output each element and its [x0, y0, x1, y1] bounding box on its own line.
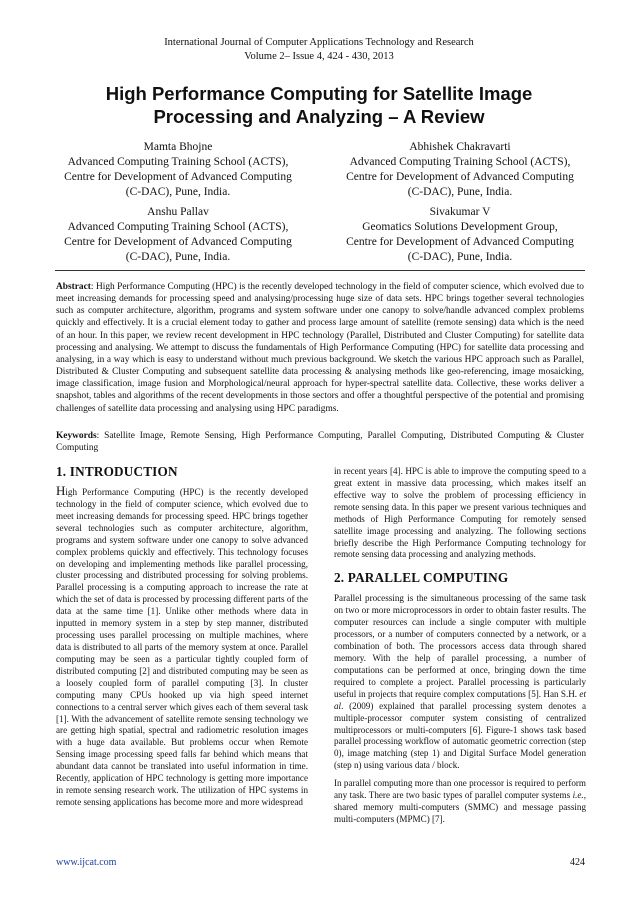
parallel-paragraph-1: Parallel processing is the simultaneous processing of the same task on two or more microprocessors in order to obtain faster results. The computer resources can include a single computer with multiple processors, or a number of computers connected by a network, or a combination of both. The processors access data through shared memory. With the help of parallel processing, a number of computations can be performed at once, bringing down the time required to complete a project. Parallel processing is particularly useful in projects that require complex computations [5]. Han S.H. et al. (2009) explained that parallel processing system denotes a multiple-processor computer system consisting of centralized multiprocessors or multi-computers [6]. Figure-1 shows task based parallel processing workflow of automatic geometric correction (step 0), image matching (step 1) and Digital Surface Model generation (step n) using various data / block. — [334, 593, 586, 771]
keywords-label: Keywords — [56, 431, 97, 441]
section-heading: 1. INTRODUCTION — [56, 464, 178, 479]
section-divider — [55, 270, 585, 271]
author-affiliation: Advanced Computing Training School (ACTS), — [349, 156, 571, 168]
journal-header — [0, 36, 638, 64]
author-affiliation: Geomatics Solutions Development Group, — [362, 221, 558, 233]
author-affiliation: Centre for Development of Advanced Computing — [64, 236, 292, 248]
parallel-paragraph-2: In parallel computing more than one processor is required to perform any task. There are two basic types of parallel computer systems i.e., shared memory multi-computers (SMMC) and message passing multi-computers (MPMC) [7]. — [334, 778, 586, 824]
author-block — [52, 205, 304, 265]
page-number: 424 — [570, 857, 585, 868]
author-affiliation: Centre for Development of Advanced Computing — [346, 171, 574, 183]
author-name: Mamta Bhojne — [143, 141, 213, 153]
footer-url-link[interactable]: www.ijcat.com — [56, 857, 117, 868]
intro-text-left: igh Performance Computing (HPC) is the recently developed technology in the field of computer science, which evolved due to meet increasing demands for processing speed. HPC brings together several technologies such as computer architecture, algorithm, programs and system software under one canopy to solve advanced complex problems quickly and effectively. This technology focuses on developing and implementing methods like parallel processing, cluster processing and distributed processing for solving problems. Parallel processing is a computing approach to increase the rate at which the set of data is processed by processing different parts of the data at the same time [1]. Unlike other methods where data in inputted in memory system in a step by step manner, distributed processing uses parallel processing on multiple machines, where data is distributed to all parts of the memory system at once. Parallel computing may be seen as a particular tightly coupled form of distributed computing [2] and distributed computing may be seen as a loosely coupled form of parallel computing [3]. In cluster computing many CPUs hooked up via high speed internet connections to a central server which gives each of them several task [1]. With the advancement of satellite remote sensing technology we are getting high spatial, spectral and radiometric resolution images with a huge data available. But problems occur when Remote Sensing image processing speed falls far behind which means that abundant data cannot be translated into useful information in time. Recently, application of HPC technology is getting more importance in remote sensing research work. The utilization of HPC systems in remote sensing applications has become more and more widespread — [56, 487, 308, 807]
journal-name: International Journal of Computer Applications Technology and Research — [164, 37, 474, 48]
author-affiliation: Centre for Development of Advanced Computing — [64, 171, 292, 183]
author-name: Sivakumar V — [429, 206, 491, 218]
author-affiliation: (C-DAC), Pune, India. — [125, 251, 231, 263]
abstract — [56, 281, 584, 415]
author-affiliation: (C-DAC), Pune, India. — [125, 186, 231, 198]
left-column — [56, 464, 308, 809]
author-affiliation: Advanced Computing Training School (ACTS), — [67, 156, 289, 168]
author-affiliation: (C-DAC), Pune, India. — [407, 251, 513, 263]
author-name: Anshu Pallav — [147, 206, 209, 218]
abstract-text: : High Performance Computing (HPC) is the recently developed technology in the field of computer science, which evolved due to meet increasing demands for processing speed and analysing/processing huge size of data sets. HPC brings together several technologies such as computer architecture, algorithm, programs and system software under one canopy to solve/handle advanced complex problems quickly and effectively. It is a crucial element today to gather and process large amount of satellite (remote sensing) data which is the need of an hour. In this paper, we review recent development in HPC technology (Parallel, Distributed and Cluster Computing) for satellite data processing and analysing. We attempt to discuss the fundamentals of High Performance Computing (HPC) for satellite data processing and analysing, in a way which is easy to understand without much previous background. We sketch the various HPC approach such as Parallel, Distributed & Cluster Computing and subsequent satellite data processing & analysing methods like geo-referencing, image mosaicking, image classification, image fusion and Morphological/neural approach for hyper-spectral satellite data. Collective, these works deliver a snapshot, tables and algorithms of the recent developments in those sectors and offer a thoughtful perspective of the potential and promising challenges of satellite data processing and analysing using HPC paradigms. — [56, 282, 584, 414]
author-affiliation: Centre for Development of Advanced Computing — [346, 236, 574, 248]
author-block — [52, 140, 304, 200]
author-affiliation: (C-DAC), Pune, India. — [407, 186, 513, 198]
journal-volume: Volume 2– Issue 4, 424 - 430, 2013 — [244, 51, 394, 62]
section-heading: 2. PARALLEL COMPUTING — [334, 570, 509, 586]
right-column — [334, 466, 586, 826]
title-line-1: High Performance Computing for Satellite Image — [105, 83, 533, 104]
abstract-label: Abstract — [56, 282, 91, 292]
drop-cap: H — [56, 483, 66, 498]
keywords — [56, 430, 584, 454]
author-affiliation: Advanced Computing Training School (ACTS), — [67, 221, 289, 233]
author-name: Abhishek Chakravarti — [409, 141, 511, 153]
author-block — [334, 140, 586, 200]
intro-paragraph — [56, 485, 308, 809]
keywords-text: : Satellite Image, Remote Sensing, High Performance Computing, Parallel Computing, Distributed Computing & Cluster Computing — [56, 431, 584, 454]
title-line-2: Processing and Analyzing – A Review — [153, 106, 485, 127]
paper-title — [40, 82, 598, 128]
intro-text-right: in recent years [4]. HPC is able to improve the computing speed to a great extent in massive data processing, which makes itself an effective way to solve the problem of processing efficiency in remote sensing data. In this paper we present various techniques and methods of High Performance Computing for remotely sensed satellite image processing and analyzing. The following sections briefly describe the High Performance Computing technology for remote sensing data processing and analyzing methods. — [334, 466, 586, 560]
author-block — [334, 205, 586, 265]
